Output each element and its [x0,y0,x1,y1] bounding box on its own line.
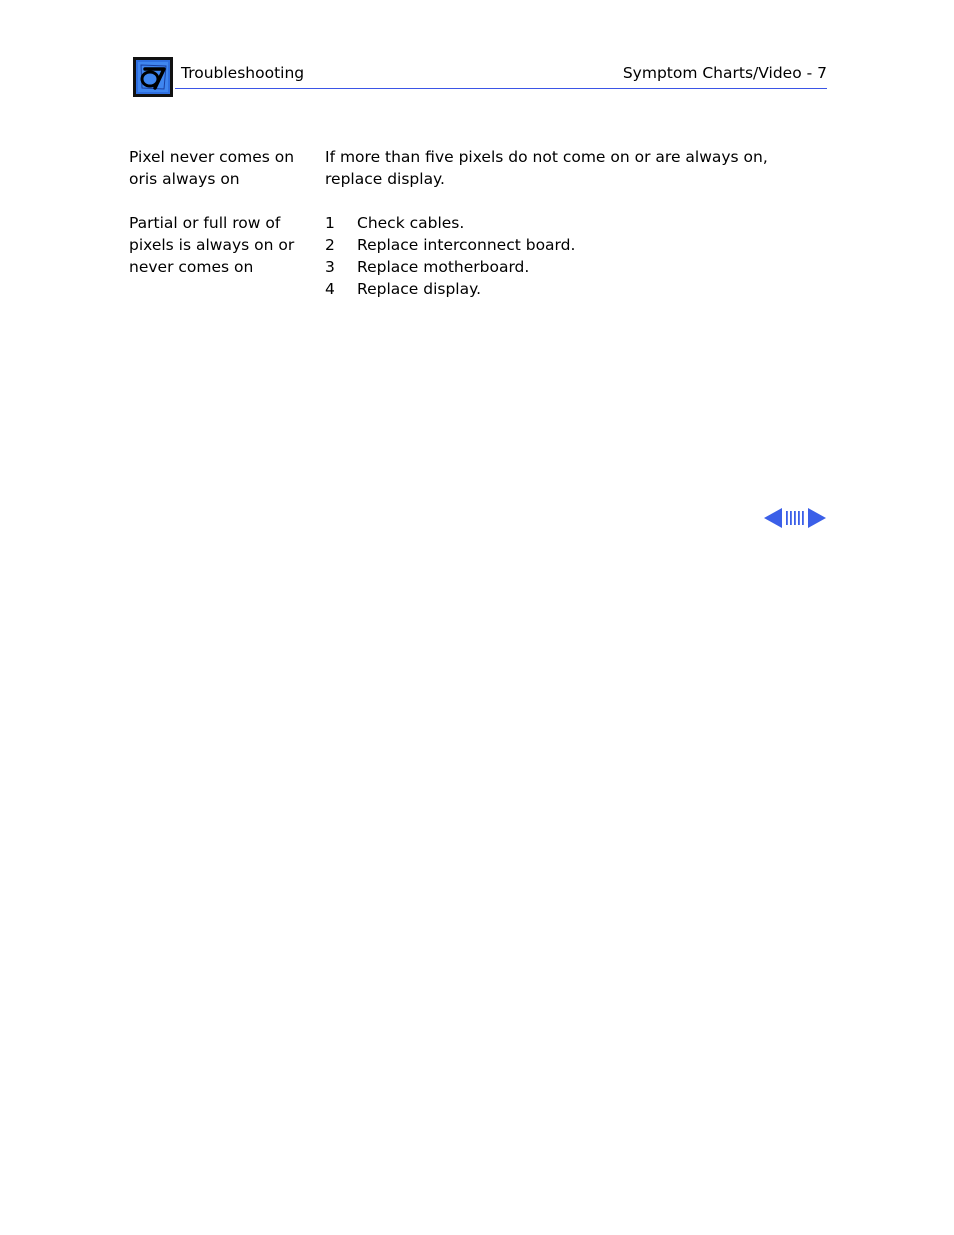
step-item [325,234,825,256]
solution-text: If more than five pixels do not come on or are always on, replace display. [325,148,768,188]
symptom-line: Partial or full row of [129,214,281,232]
step-text: Replace interconnect board. [357,236,576,254]
prev-arrow-icon[interactable] [764,508,782,528]
step-item [325,256,825,278]
symptom-line: never comes on [129,258,254,276]
symptom-line: Pixel never comes on [129,148,295,166]
step-item [325,278,825,300]
page-navigation [764,507,826,529]
apple-service-logo-icon [133,57,173,97]
symptom-line: pixels is always on or [129,236,295,254]
solution-cell [325,146,825,190]
solution-cell [325,212,825,300]
symptom-cell [129,146,309,190]
step-text: Check cables. [357,214,465,232]
next-arrow-icon[interactable] [808,508,826,528]
step-number: 3 [325,258,335,276]
symptom-line: oris always on [129,170,240,188]
symptom-cell [129,212,309,278]
step-number: 1 [325,214,335,232]
index-bars-icon[interactable] [786,511,804,525]
step-text: Replace motherboard. [357,258,530,276]
header-page-number: Symptom Charts/Video - 7 [622,64,827,82]
header-divider [175,88,827,89]
page-header [133,57,827,97]
header-section-title: Troubleshooting [181,64,305,82]
step-number: 2 [325,236,335,254]
step-item [325,212,825,234]
step-number: 4 [325,280,335,298]
solution-steps [325,212,825,300]
step-text: Replace display. [357,280,481,298]
